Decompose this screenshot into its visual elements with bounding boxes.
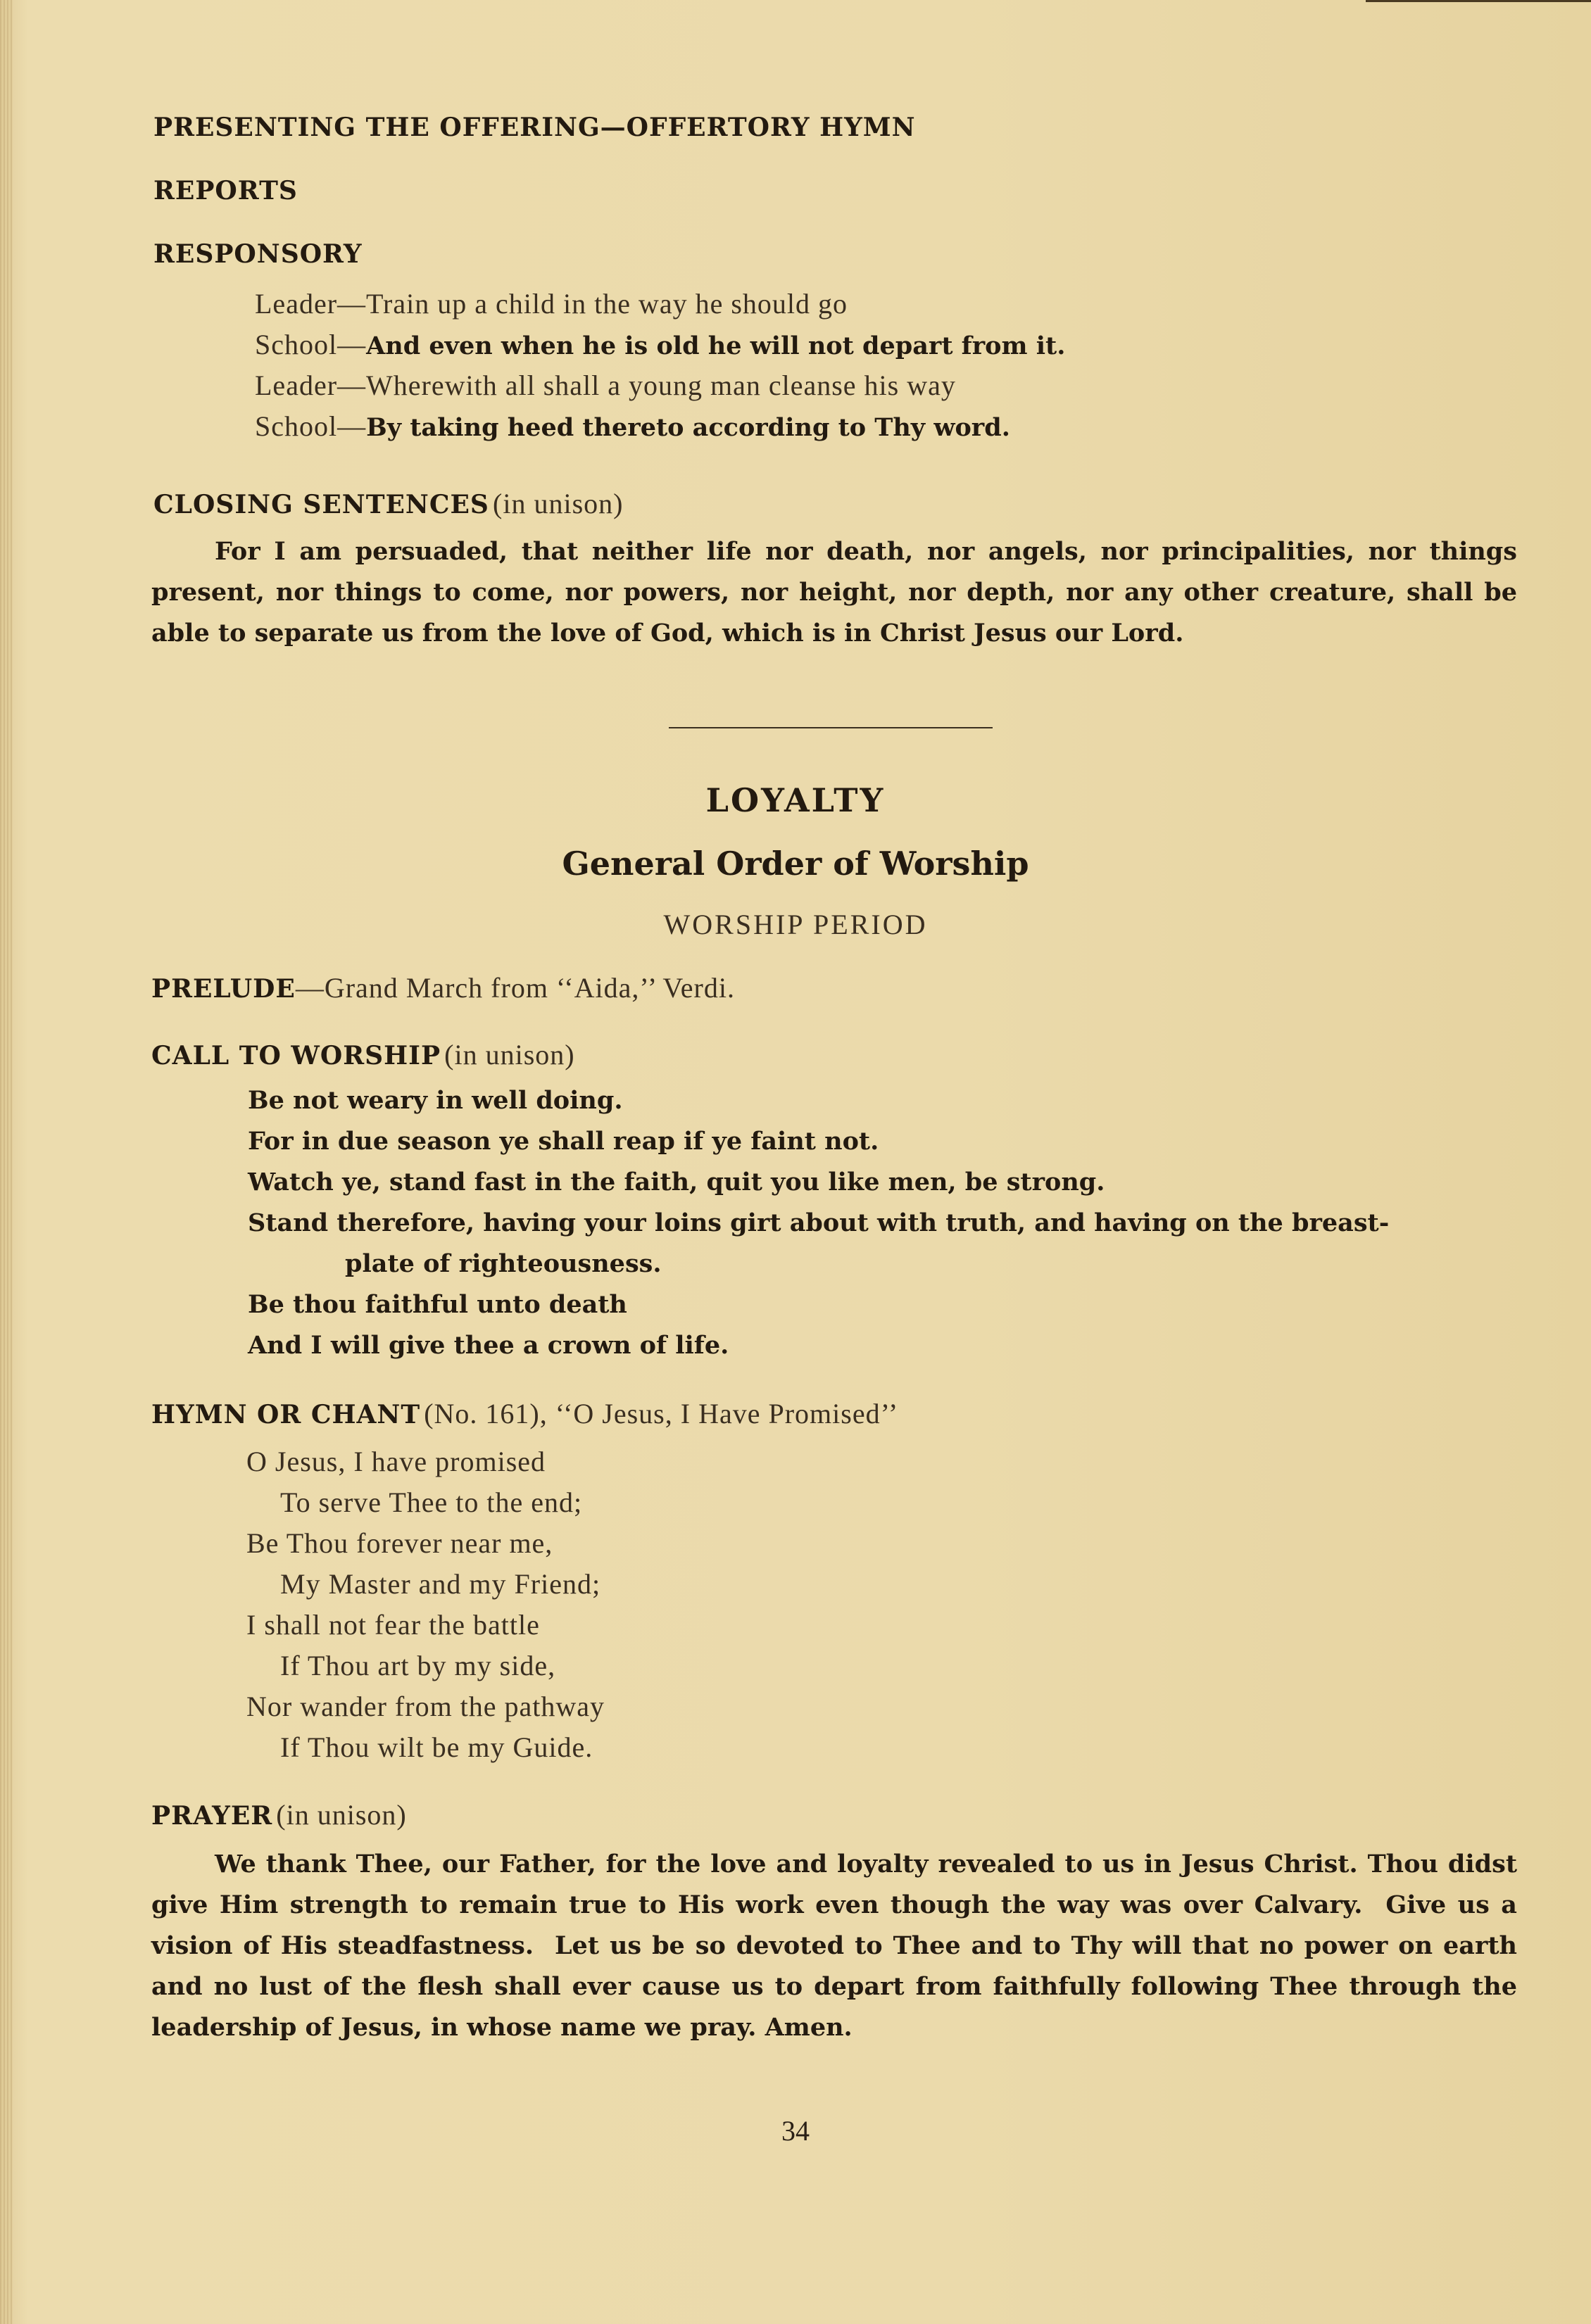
hymn-line: To serve Thee to the end; bbox=[280, 1486, 583, 1518]
hymn-line: O Jesus, I have promised bbox=[246, 1446, 546, 1477]
prelude-heading: PRELUDE bbox=[151, 974, 296, 1004]
call-to-worship-heading: CALL TO WORSHIP bbox=[151, 1041, 441, 1071]
call-to-worship-line: And I will give thee a crown of life. bbox=[248, 1331, 729, 1360]
closing-sentences-heading-row bbox=[153, 487, 623, 520]
hymn-heading: HYMN OR CHANT bbox=[151, 1400, 421, 1429]
page-top-shadow bbox=[1366, 0, 1591, 2]
responsory-speaker: Leader— bbox=[255, 288, 367, 320]
closing-sentences-text: For I am persuaded, that neither life nor death, nor angels, nor principalities, nor things present, nor things to come, nor powers, nor height, nor depth, nor any other creature, shall be able to separate us from the love of God, which is in Christ Jesus our Lord. bbox=[151, 537, 1517, 648]
hymn-heading-row bbox=[151, 1397, 898, 1430]
section-title: LOYALTY bbox=[705, 781, 886, 819]
hymn-line: If Thou wilt be my Guide. bbox=[280, 1731, 593, 1763]
responsory-speaker: Leader— bbox=[255, 370, 367, 401]
hymn-line: My Master and my Friend; bbox=[280, 1568, 601, 1600]
hymn-line: Nor wander from the pathway bbox=[246, 1691, 605, 1722]
responsory-line bbox=[255, 369, 956, 402]
page-binding-edge bbox=[0, 0, 13, 2324]
call-to-worship-heading-row bbox=[151, 1038, 575, 1071]
responsory-speaker: School— bbox=[255, 410, 367, 442]
responsory-text: Wherewith all shall a young man cleanse his way bbox=[366, 370, 956, 401]
responsory-text: Train up a child in the way he should go bbox=[366, 288, 848, 320]
prelude-row bbox=[151, 971, 735, 1004]
responsory-line bbox=[255, 328, 1065, 361]
call-to-worship-line: Stand therefore, having your loins girt about with truth, and having on the breast- bbox=[248, 1208, 1390, 1237]
section-divider bbox=[669, 727, 993, 728]
call-to-worship-line: Be not weary in well doing. bbox=[248, 1086, 623, 1115]
offering-heading: PRESENTING THE OFFERING—OFFERTORY HYMN bbox=[153, 113, 916, 142]
page-number: 34 bbox=[781, 2115, 810, 2147]
closing-sentences-note: (in unison) bbox=[493, 488, 624, 519]
responsory-text: By taking heed thereto according to Thy word. bbox=[366, 413, 1010, 442]
hymn-note: (No. 161), ‘‘O Jesus, I Have Promised’’ bbox=[424, 1398, 899, 1429]
prayer-heading-row bbox=[151, 1798, 407, 1831]
reports-heading: REPORTS bbox=[153, 176, 298, 206]
section-subtitle: General Order of Worship bbox=[562, 845, 1029, 883]
call-to-worship-line: Watch ye, stand fast in the faith, quit you like men, be strong. bbox=[248, 1168, 1105, 1196]
call-to-worship-note: (in unison) bbox=[444, 1039, 575, 1071]
responsory-heading: RESPONSORY bbox=[153, 239, 363, 269]
responsory-line bbox=[255, 287, 848, 320]
call-to-worship-line: plate of righteousness. bbox=[345, 1249, 662, 1278]
call-to-worship-line: For in due season ye shall reap if ye faint not. bbox=[248, 1127, 879, 1156]
prelude-text: —Grand March from ‘‘Aida,’’ Verdi. bbox=[295, 972, 735, 1004]
hymn-line: I shall not fear the battle bbox=[246, 1609, 540, 1641]
responsory-line bbox=[255, 410, 1010, 443]
prayer-heading: PRAYER bbox=[151, 1801, 273, 1831]
closing-sentences-heading: CLOSING SENTENCES bbox=[153, 490, 489, 519]
prayer-note: (in unison) bbox=[276, 1799, 407, 1831]
worship-period-label: WORSHIP PERIOD bbox=[663, 909, 928, 940]
call-to-worship-line: Be thou faithful unto death bbox=[248, 1290, 627, 1319]
responsory-text: And even when he is old he will not depart from it. bbox=[366, 331, 1066, 360]
hymn-line: If Thou art by my side, bbox=[280, 1650, 556, 1681]
responsory-speaker: School— bbox=[255, 329, 367, 360]
prayer-text: We thank Thee, our Father, for the love and loyalty revealed to us in Jesus Christ. Thou didst give Him strength to remain true to His work even though the way was over Calvary. Give us a vision of His steadfastness. Let us be so devoted to Thee and to Thy will that no power on earth and no lust of the flesh shall ever cause us to depart from faithfully following Thee through the leadership of Jesus, in whose name we pray. Amen. bbox=[151, 1850, 1526, 2042]
hymn-line: Be Thou forever near me, bbox=[246, 1527, 553, 1559]
